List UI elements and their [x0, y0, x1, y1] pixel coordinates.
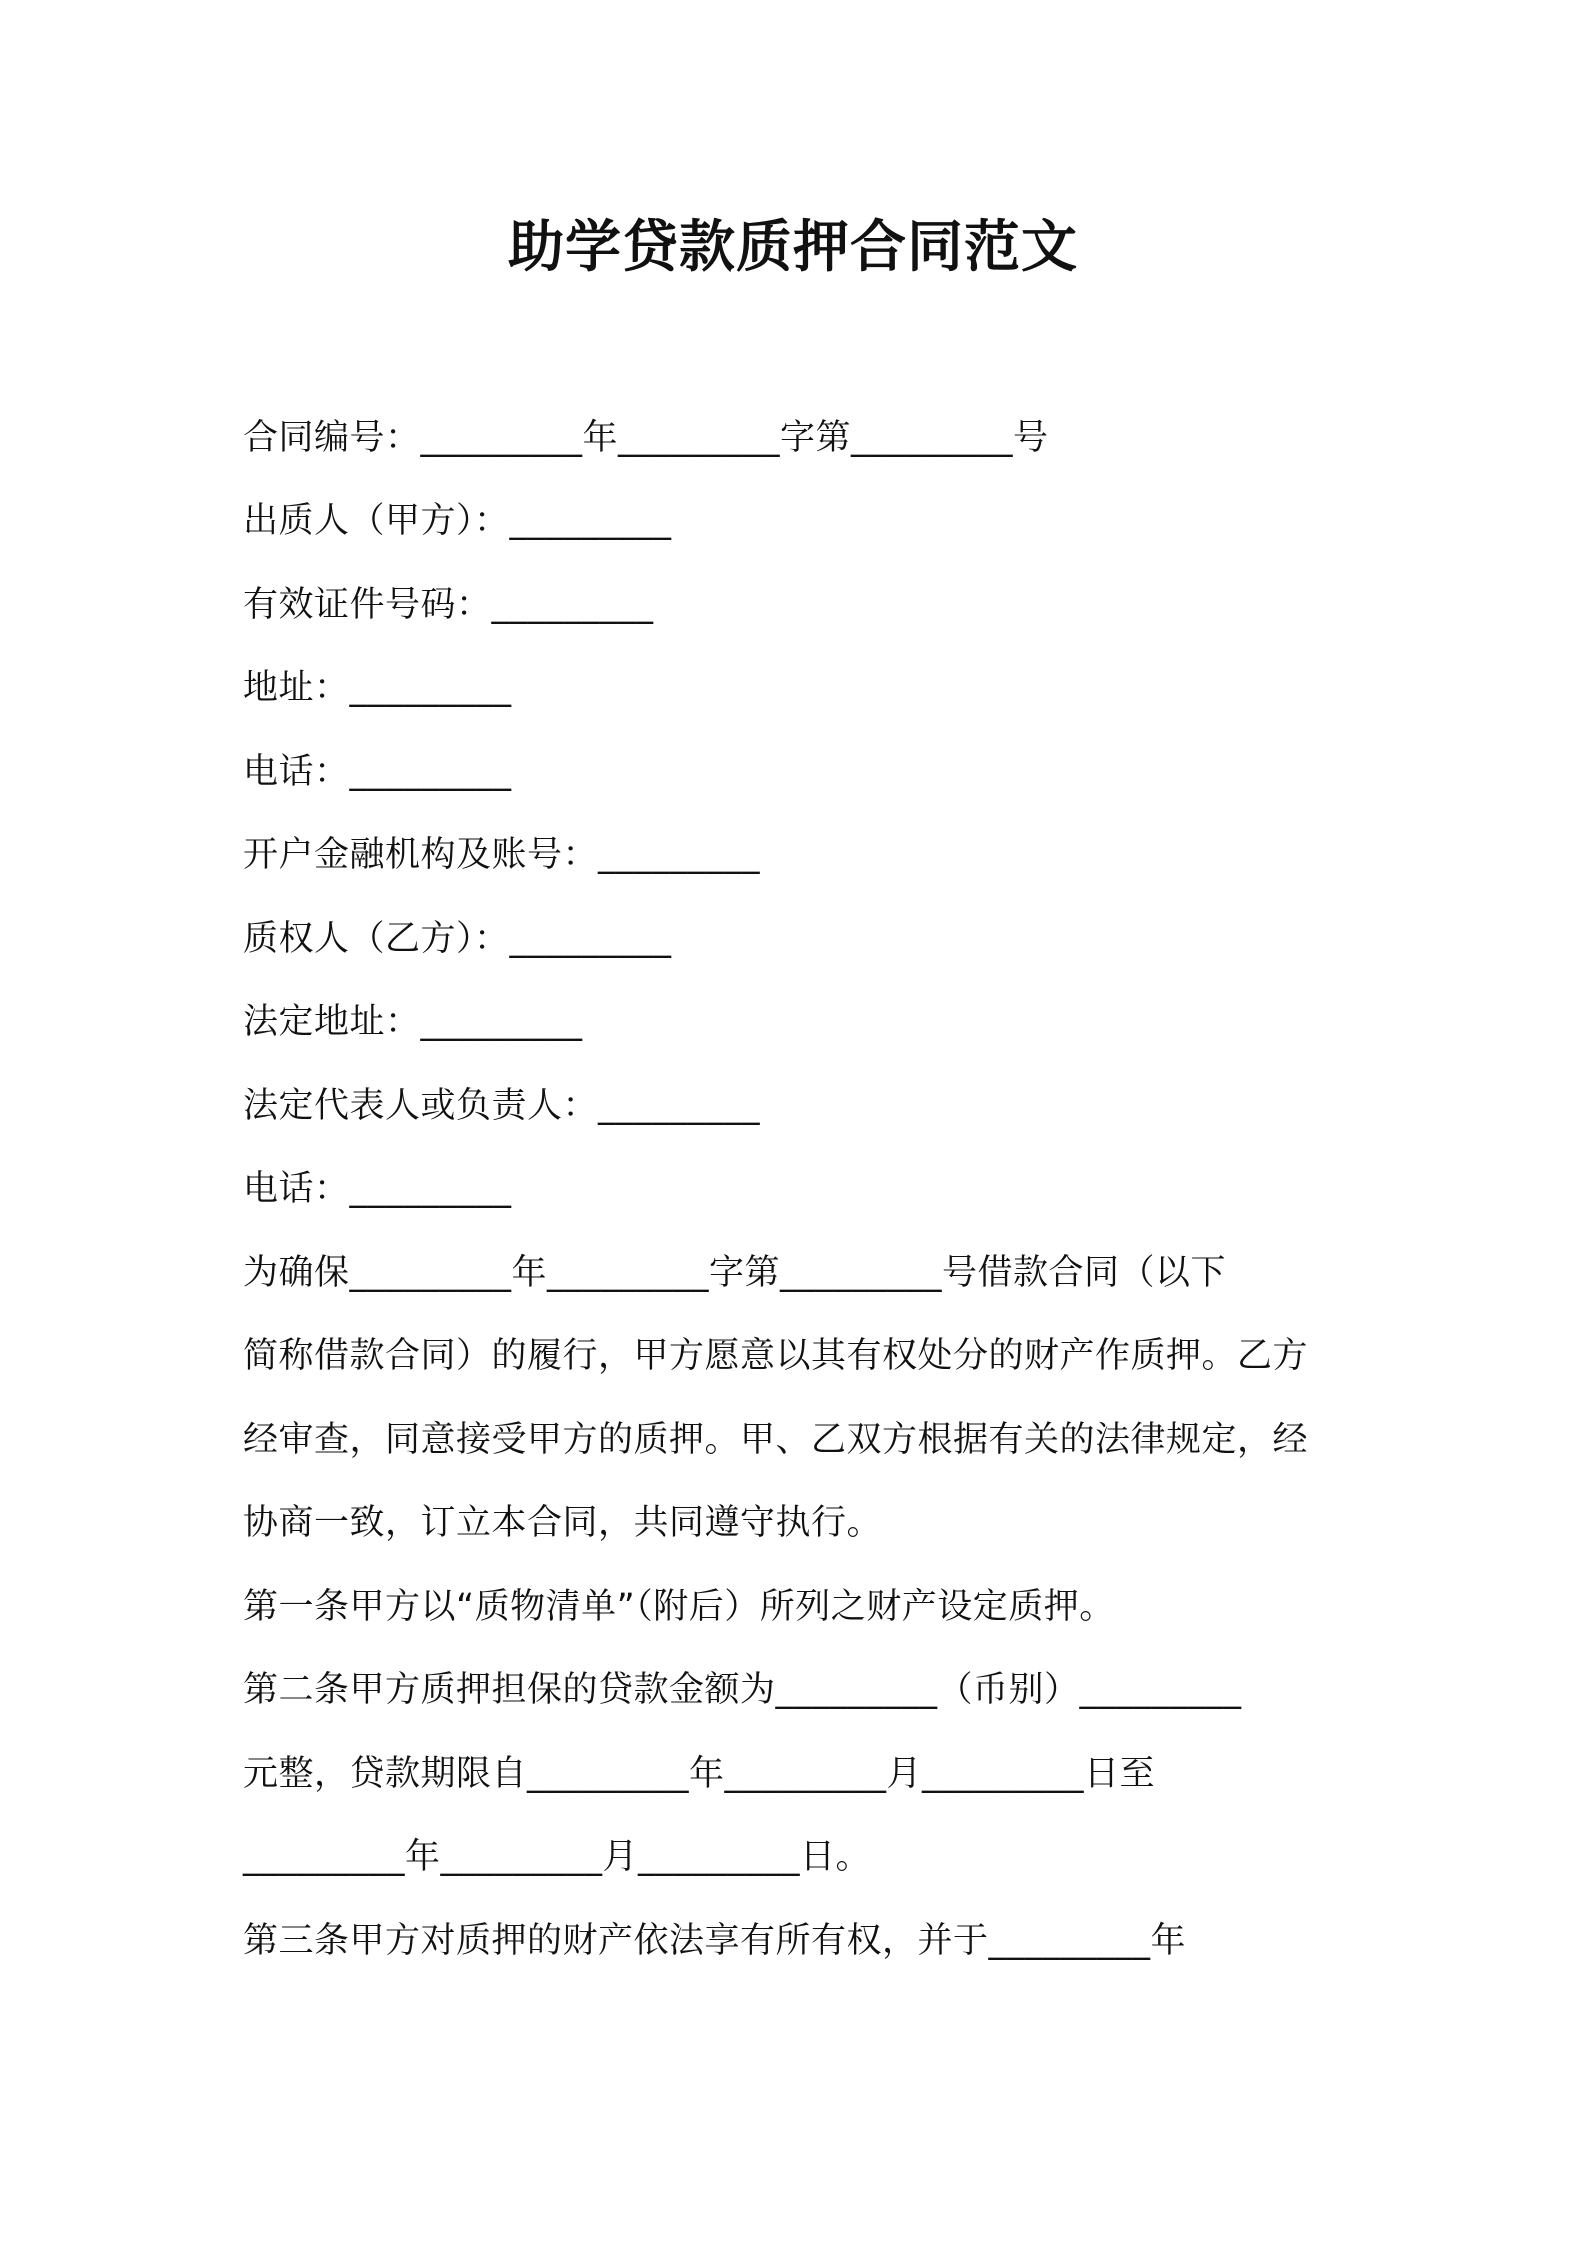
- pledgor-address-line: 地址：_________: [243, 668, 512, 708]
- pledgor-phone-line: 电话：_________: [243, 752, 512, 792]
- pledgee-phone-line: 电话：_________: [243, 1169, 512, 1209]
- pledgor-line: 出质人（甲方）：_________: [243, 501, 672, 541]
- body-paragraph-line: 简称借款合同）的履行，甲方愿意以其有权处分的财产作质押。乙方: [243, 1336, 1309, 1376]
- article-three-line: 第三条甲方对质押的财产依法享有所有权，并于_________年: [243, 1921, 1187, 1961]
- body-paragraph-line: 协商一致，订立本合同，共同遵守执行。: [243, 1503, 883, 1543]
- body-paragraph-line: 为确保_________年_________字第_________号借款合同（以下: [243, 1253, 1227, 1293]
- article-two-line: 元整，贷款期限自_________年_________月_________日至: [243, 1754, 1156, 1794]
- id-number-line: 有效证件号码：_________: [243, 585, 654, 625]
- article-two-line: _________年_________月_________日。: [243, 1837, 872, 1877]
- article-one-line: 第一条甲方以“质物清单”（附后）所列之财产设定质押。: [243, 1587, 1115, 1627]
- contract-number-line: 合同编号：_________年_________字第_________号: [243, 418, 1049, 458]
- pledgee-line: 质权人（乙方）：_________: [243, 919, 672, 959]
- bank-account-line: 开户金融机构及账号：_________: [243, 835, 761, 875]
- legal-representative-line: 法定代表人或负责人：_________: [243, 1086, 761, 1126]
- legal-address-line: 法定地址：_________: [243, 1002, 583, 1042]
- body-paragraph-line: 经审查，同意接受甲方的质押。甲、乙双方根据有关的法律规定，经: [243, 1420, 1309, 1460]
- article-two-line: 第二条甲方质押担保的贷款金额为_________（币别）_________: [243, 1670, 1242, 1710]
- document-title: 助学贷款质押合同范文: [508, 215, 1078, 280]
